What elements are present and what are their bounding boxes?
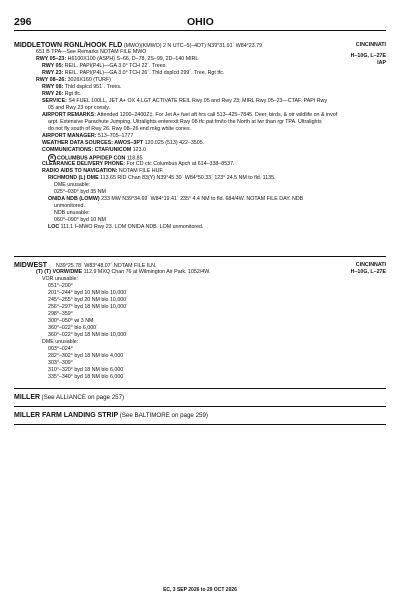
detail-text: 003°–024° [48, 346, 73, 352]
detail-line [48, 311, 73, 318]
detail-text: 112.9 MXQ Chan 76 at Wilmington Air Park. 1052/4W. [82, 269, 211, 275]
entry-name: MILLER [14, 394, 41, 401]
detail-text: 303°–309° [48, 360, 73, 366]
detail-text: DME unusable: [42, 339, 79, 345]
detail-line [48, 325, 98, 332]
page-number: 296 [14, 16, 32, 28]
detail-text: Thld dsplcd 951´. Trees. [63, 84, 122, 90]
detail-label: (T) (T) VORW/DME [36, 269, 83, 275]
header-rule [14, 30, 386, 31]
detail-text: 298°–359° [48, 311, 73, 317]
detail-line [42, 91, 82, 98]
detail-line [48, 304, 128, 311]
section-divider [14, 388, 386, 389]
detail-text: 123.0 [131, 147, 146, 153]
airport-name: MIDDLETOWN RGNL/HOOK FLD [14, 42, 123, 49]
navaid-name: MIDWEST [14, 262, 48, 269]
detail-line [36, 269, 210, 276]
detail-text: 245°–255° byd 20 NM blo 10,000´ [48, 297, 128, 303]
detail-text: 310°–320° byd 18 NM blo 6,000´ [48, 367, 125, 373]
detail-text: Attended 1200–2400Z‡. For Jet A+ fuel aft hrs call 513–425–7845. Deer, birds, & otr wildlife on & invof [95, 112, 338, 118]
cross-reference-miller [14, 394, 124, 402]
section-divider [14, 406, 386, 407]
detail-text: H6100X100 (ASPH) S–66, D–78, 2S–99, 2D–140 MIRL [66, 56, 199, 62]
detail-label: RWY 08: [42, 84, 64, 90]
effective-dates-footer: EC, 3 SEP 2026 to 29 OCT 2026 [163, 587, 237, 593]
detail-line [54, 203, 85, 210]
detail-line [36, 56, 198, 63]
detail-text: 360°–022° blo 6,000´ [48, 325, 98, 331]
section-divider [14, 424, 386, 425]
detail-line [54, 182, 90, 189]
detail-text: 113.65 RID Chan 83(Y) N39°45.30´ W84°50.33´ 123° 24.5 NM to fld. 1135. [98, 175, 276, 181]
detail-label: RWY 26: [42, 91, 64, 97]
detail-line [48, 175, 276, 182]
detail-label: RWY 05–23: [36, 56, 67, 62]
cross-reference-note: (See ALLIANCE on page 257) [41, 394, 125, 401]
detail-text: REIL. PAPI(P4L)—GA 3.0° TCH 26´. Thld dsplcd 299´. Tree. Rgt tfc. [63, 70, 225, 76]
detail-line [42, 84, 122, 91]
detail-line [36, 49, 146, 56]
detail-line [54, 189, 106, 196]
detail-line [42, 276, 78, 283]
detail-line [42, 70, 224, 77]
page-state-title: OHIO [187, 16, 214, 28]
detail-label: RICHMOND (L) DME [48, 175, 99, 181]
detail-line [54, 217, 106, 224]
detail-line [48, 224, 204, 231]
detail-line [42, 339, 78, 346]
detail-text: 282°–302° byd 18 NM blo 4,000´ [48, 353, 125, 359]
detail-line [48, 283, 73, 290]
detail-line [54, 210, 90, 217]
detail-line [48, 290, 128, 297]
detail-line [48, 374, 125, 381]
detail-line [42, 147, 146, 154]
detail-text: arpt. Extensive Parachute Jumping. Ultralights enterexit Rwy 08 tfc pat fm/to the North at lwr than rgr TPA. Ultralights [48, 119, 322, 125]
detail-line [48, 346, 73, 353]
detail-text: 360°–022° byd 18 NM blo 10,000´ [48, 332, 128, 338]
detail-text: 201°–244° byd 10 NM blo 10,000´ [48, 290, 128, 296]
detail-label: SERVICE: [42, 98, 67, 104]
detail-label: RWY 05: [42, 63, 64, 69]
detail-label: AIRPORT MANAGER: [42, 133, 97, 139]
detail-text: NOTAM FILE HUF. [117, 168, 164, 174]
detail-text: DME unusable: [54, 182, 91, 188]
detail-line [48, 360, 73, 367]
detail-text: VOR unusable: [42, 276, 78, 282]
chart-reference: H–10G, L–27E [350, 53, 386, 59]
detail-text: 111.1 I–MWO Rwy 23. LOM ONIDA NDB. LOM unmonitored. [59, 224, 204, 230]
detail-line [48, 196, 303, 203]
detail-text: Rgt tfc. [63, 91, 82, 97]
detail-text: 513–705–1777 [96, 133, 134, 139]
detail-line [48, 105, 110, 112]
detail-line [36, 77, 111, 84]
detail-line [42, 63, 167, 70]
detail-text: For CD ctc Columbus Apch at 614–338–8537. [125, 161, 235, 167]
detail-text: 118.85 [125, 155, 143, 162]
detail-label: RADIO AIDS TO NAVIGATION: [42, 168, 118, 174]
detail-text: 025°–030° byd 35 NM [54, 189, 106, 195]
detail-text: 233 MW N39°34.69´ W84°19.41´ 235° 4.4 NM to fld. 684/4W. NOTAM FILE DAY. NDB [99, 196, 304, 202]
detail-text: 120.025 (513) 422–3505. [143, 140, 205, 146]
detail-label: COMMUNICATIONS: CTAF/UNICOM [42, 147, 132, 153]
detail-line [48, 367, 125, 374]
detail-text: do not fly south of Rwy 26. Rwy 08–26 end mkg white cones. [48, 126, 192, 132]
navaid-header-info: N39°25.78´ W83°48.07´ NOTAM FILE ILN. [56, 263, 157, 269]
detail-text: unmonitored. [54, 203, 85, 209]
detail-text: 051°–200° [48, 283, 73, 289]
detail-text: 651 B TPA—See Remarks NOTAM FILE MWO [36, 49, 147, 55]
chart-reference: H–10G, L–27E [350, 269, 386, 275]
detail-text: 256°–297° byd 18 NM blo 10,000´ [48, 304, 128, 310]
detail-line [48, 332, 128, 339]
detail-line [42, 112, 337, 119]
detail-text: 060°–090° byd 10 NM [54, 217, 106, 223]
detail-label: RWY 08–26: [36, 77, 67, 83]
cross-reference-miller-farm [14, 412, 208, 420]
detail-text: S4 FUEL 100LL, JET A+ OX 4 LGT ACTIVATE REIL Rwy 05 and Rwy 23; MIRL Rwy 05–23—CTAF. PAPI Rwy [66, 98, 328, 104]
detail-line [48, 318, 93, 325]
detail-text: 300°–050° wi 3 NM [48, 318, 94, 324]
entry-name: MILLER FARM LANDING STRIP [14, 412, 119, 419]
detail-label: AIRPORT REMARKS: [42, 112, 96, 118]
detail-text: REIL. PAPI(P4L)—GA 3.0° TCH 22´. Trees. [63, 63, 167, 69]
airport-header-info: (MWO)(KMWO) 2 N UTC–5(–4DT) N39°31.91´ W84°23.79´ [123, 43, 264, 49]
detail-label: ONIDA NDB (LOMW) [48, 196, 100, 202]
detail-text: 05 and Rwy 23 opr consly. [48, 105, 111, 111]
detail-label: COLUMBUS APP/DEP CON [57, 155, 126, 162]
cross-reference-note: (See BALTIMORE on page 259) [119, 412, 208, 419]
iap-label: IAP [377, 60, 386, 66]
detail-label: RWY 23: [42, 70, 64, 76]
detail-label: CLEARANCE DELIVERY PHONE: [42, 161, 125, 167]
region-label: CINCINNATI [355, 262, 386, 268]
detail-label: LOC [48, 224, 60, 230]
detail-text: 335°–340° byd 18 NM blo 6,000´ [48, 374, 125, 380]
detail-line [48, 119, 322, 126]
detail-line [42, 168, 164, 175]
region-label: CINCINNATI [355, 42, 386, 48]
section-divider [14, 256, 386, 257]
detail-line [42, 161, 235, 168]
detail-line [42, 140, 204, 147]
detail-line [42, 133, 133, 140]
detail-line [48, 297, 128, 304]
detail-line [48, 353, 125, 360]
radar-icon: R [48, 154, 56, 162]
detail-text: NDB unusable: [54, 210, 90, 216]
detail-line [42, 98, 327, 105]
detail-text: 3026X160 (TURF) [66, 77, 111, 83]
detail-label: WEATHER DATA SOURCES: AWOS–3PT [42, 140, 144, 146]
detail-line [48, 126, 191, 133]
